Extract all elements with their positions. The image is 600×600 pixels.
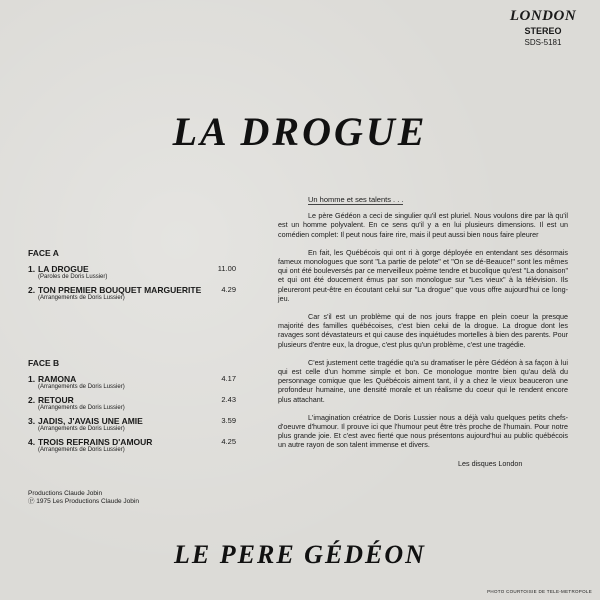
liner-notes-paragraph: Car s'il est un problème qui de nos jours frappe en plein coeur la presque majorité des familles québécoises, c'est bien celui de la drogue. La drogue dont les ravages sont dévastateurs et qui cause des inquiétudes mortelles à bien des parents. Pour plusieurs d'entre eux, la drogue, c'est plus qu'un problème, c'est une tragédie. [278, 312, 568, 349]
face-b-section [28, 358, 236, 458]
track-credit: (Paroles de Doris Lussier) [38, 274, 108, 280]
track-credit: (Arrangements de Doris Lussier) [38, 405, 125, 411]
record-label-block [508, 8, 578, 47]
liner-notes-paragraph: C'est justement cette tragédie qu'a su dramatiser le père Gédéon à sa façon à lui qui est celle d'un homme simple et bon. Ce monologue montre bien qu'au delà du personnage comique que les Québécois aiment tant, il y a chez le vieux beauceron une profondeur humaine, une densité morale et un réalisme du coeur qui le rendent encore plus attachant. [278, 357, 568, 404]
track-duration: 2.43 [221, 395, 236, 404]
track-number: 1. [28, 264, 36, 274]
track-item [28, 395, 236, 411]
track-title: TON PREMIER BOUQUET MARGUERITE [38, 285, 202, 295]
track-title: TROIS REFRAINS D'AMOUR [38, 437, 153, 447]
track-item [28, 374, 236, 390]
album-title: LA DROGUE [172, 109, 428, 154]
track-credit: (Arrangements de Doris Lussier) [38, 295, 125, 301]
track-title: RAMONA [38, 374, 77, 384]
track-item [28, 264, 236, 280]
photo-credit: PHOTO COURTOISIE DE TELE-METROPOLE [487, 589, 592, 594]
liner-notes-paragraph: Le père Gédéon a ceci de singulier qu'il est pluriel. Nous voulons dire par là qu'il est un homme polyvalent. En ce sens qu'il y a en lui plusieurs dimensions. Il est un comédien complet: Il peut nous faire rire, mais il peut aussi bien nous faire pleurer [278, 211, 568, 239]
production-credits [28, 490, 139, 506]
liner-notes-heading: Un homme et ses talents . . . [308, 195, 404, 204]
track-title: JADIS, J'AVAIS UNE AMIE [38, 416, 143, 426]
liner-notes [278, 195, 568, 468]
production-line: Productions Claude Jobin [28, 490, 103, 497]
track-number: 3. [28, 416, 36, 426]
artist-name: LE PERE GÉDÉON [174, 540, 426, 569]
track-credit: (Arrangements de Doris Lussier) [38, 384, 125, 390]
face-a-section [28, 248, 236, 306]
track-credit: (Arrangements de Doris Lussier) [38, 447, 125, 453]
track-item [28, 437, 236, 453]
track-duration: 11.00 [217, 264, 236, 273]
label-logo: LONDON [509, 8, 577, 24]
copyright-line: Ⓟ 1975 Les Productions Claude Jobin [28, 498, 139, 505]
track-item [28, 285, 236, 301]
track-duration: 4.25 [221, 437, 236, 446]
track-duration: 4.29 [221, 285, 236, 294]
track-number: 4. [28, 437, 36, 447]
liner-notes-paragraph: En fait, les Québécois qui ont ri à gorge déployée en entendant ses désormais fameux monologues que sont "La partie de pelote" et "On se dé-Beauce!" sont les mêmes qui ont été bouleversés par ce merveilleux poème tendre et bucolique qu'est "La donaison" et qui ont été doucement émus par son monologue sur "Les vieux" à la télévision. Ils pleureront peut-être en écoutant celui sur "La drogue" que vous offre aujourd'hui ce long-jeu. [278, 247, 568, 303]
track-title: LA DROGUE [38, 264, 89, 274]
track-credit: (Arrangements de Doris Lussier) [38, 426, 125, 432]
liner-notes-paragraph: L'imagination créatrice de Doris Lussier nous a déjà valu quelques petits chefs-d'oeuvre d'humour. Il prouve ici que l'humour peut être très proche de l'humain. Pour notre plus grande joie. Et c'est avec fierté que nous présentons aujourd'hui au public québécois un autre rayon de son talent immense et divers. [278, 412, 568, 450]
track-number: 2. [28, 395, 36, 405]
track-duration: 4.17 [221, 374, 236, 383]
track-title: RETOUR [38, 395, 74, 405]
face-b-heading: FACE B [28, 358, 60, 368]
catalog-number: SDS-5181 [524, 38, 562, 47]
liner-notes-signature: Les disques London [458, 458, 523, 468]
track-number: 1. [28, 374, 36, 384]
face-a-heading: FACE A [28, 248, 59, 258]
track-duration: 3.59 [221, 416, 236, 425]
stereo-text: STEREO [524, 26, 562, 36]
track-number: 2. [28, 285, 36, 295]
track-item [28, 416, 236, 432]
